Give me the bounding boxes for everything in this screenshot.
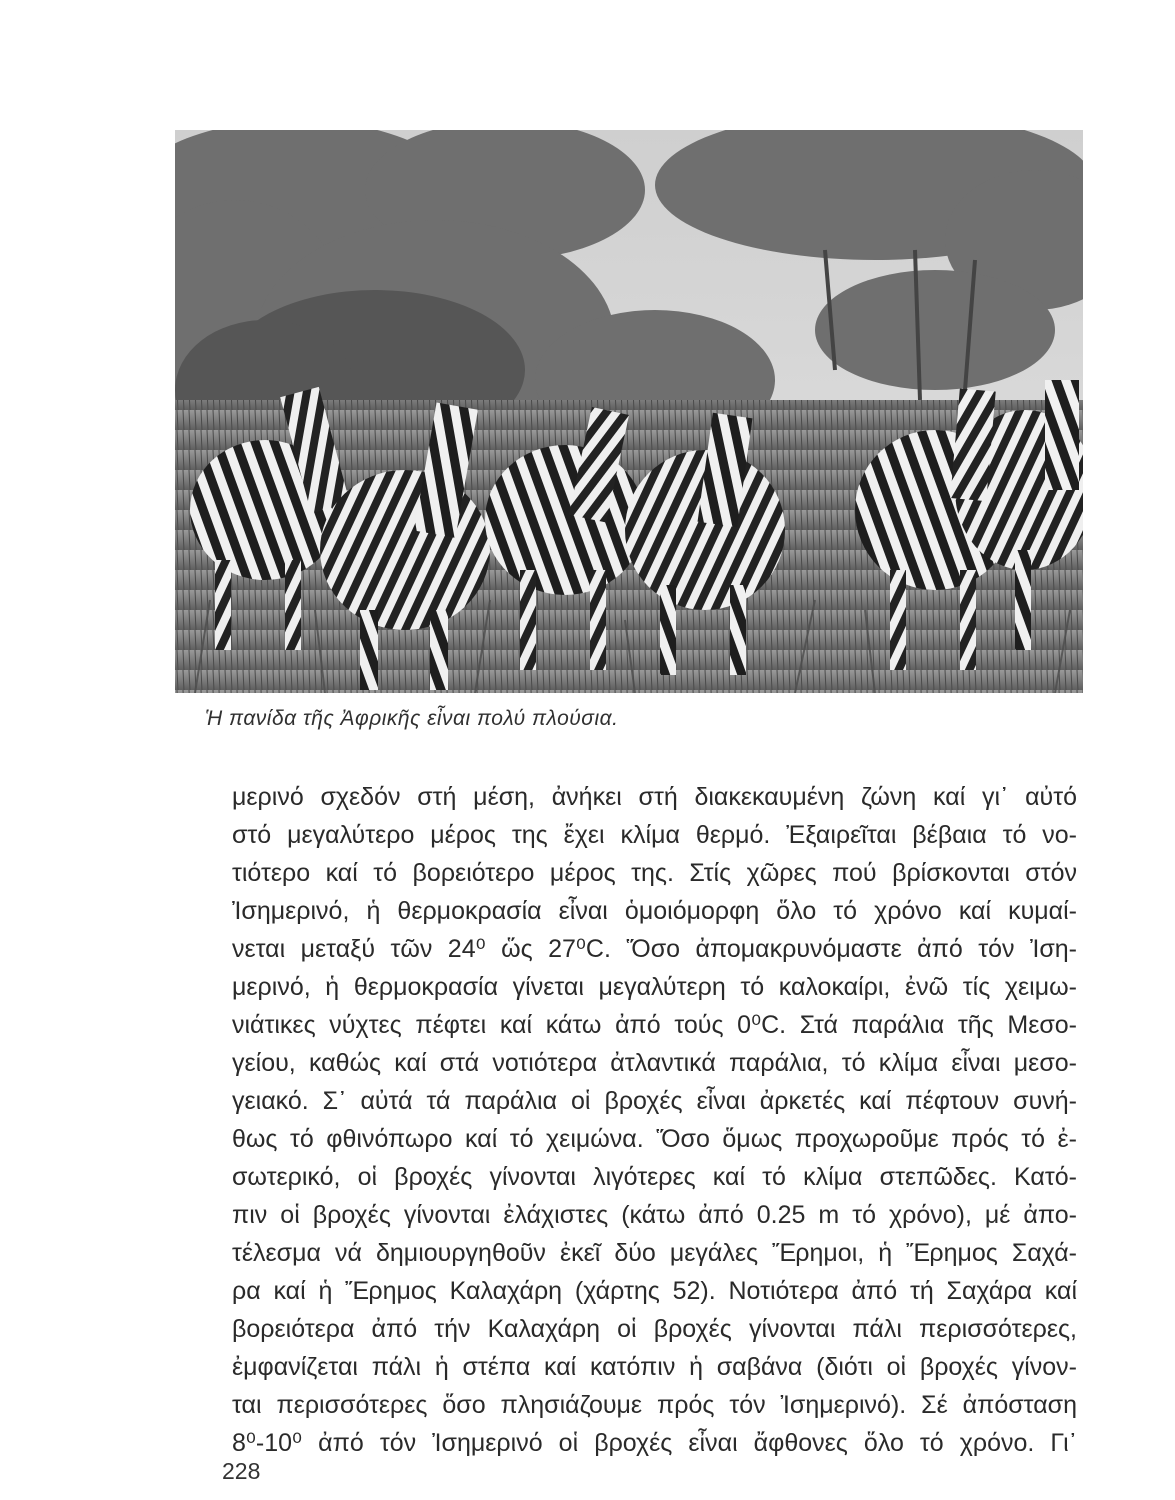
text-line: πιν οἱ βροχές γίνονται ἐλάχιστες (κάτω ἀπό 0.25 m τό χρόνο), μέ ἀπο- bbox=[232, 1201, 1077, 1229]
text-line: γειακό. Σ᾽ αὐτά τά παράλια οἱ βροχές εἶναι ἀρκετές καί πέφτουν συνή- bbox=[232, 1087, 1077, 1115]
text-line: γείου, καθώς καί στά νοτιότερα ἀτλαντικά παράλια, τό κλίμα εἶναι μεσο- bbox=[232, 1049, 1077, 1077]
text-line: μερινό, ἡ θερμοκρασία γίνεται μεγαλύτερη τό καλοκαίρι, ἐνῶ τίς χειμω- bbox=[232, 973, 1077, 1001]
page-number: 228 bbox=[222, 1458, 261, 1484]
photo-caption: Ἡ πανίδα τῆς Ἀφρικῆς εἶναι πολύ πλούσια. bbox=[205, 707, 619, 730]
text-line: μερινό σχεδόν στή μέση, ἀνήκει στή διακεκαυμένη ζώνη καί γι᾽ αὐτό bbox=[232, 783, 1077, 811]
text-line: τέλεσμα νά δημιουργηθοῦν ἐκεῖ δύο μεγάλες Ἔρημοι, ἡ Ἔρημος Σαχά- bbox=[232, 1239, 1077, 1267]
zebra-herd-photo bbox=[175, 130, 1083, 693]
text-line: τιότερο καί τό βορειότερο μέρος της. Στίς χῶρες πού βρίσκονται στόν bbox=[232, 859, 1077, 887]
text-line: νεται μεταξύ τῶν 24⁰ ὥς 27⁰C. Ὅσο ἀπομακρυνόμαστε ἀπό τόν Ἰση- bbox=[232, 935, 1077, 963]
body-paragraph bbox=[232, 778, 1077, 1462]
text-line: στό μεγαλύτερο μέρος της ἔχει κλίμα θερμό. Ἐξαιρεῖται βέβαια τό νο- bbox=[232, 821, 1077, 849]
text-line: 8⁰-10⁰ ἀπό τόν Ἰσημερινό οἱ βροχές εἶναι ἄφθονες ὅλο τό χρόνο. Γι᾽ bbox=[232, 1429, 1077, 1457]
zebra-photo-illustration bbox=[175, 130, 1083, 693]
text-line: βορειότερα ἀπό τήν Καλαχάρη οἱ βροχές γίνονται πάλι περισσότερες, bbox=[232, 1315, 1077, 1343]
text-line: νιάτικες νύχτες πέφτει καί κάτω ἀπό τούς 0⁰C. Στά παράλια τῆς Μεσο- bbox=[232, 1011, 1077, 1039]
text-line: σωτερικό, οἱ βροχές γίνονται λιγότερες καί τό κλίμα στεπῶδες. Κατό- bbox=[232, 1163, 1077, 1191]
text-line: ται περισσότερες ὅσο πλησιάζουμε πρός τόν Ἰσημερινό). Σέ ἀπόσταση bbox=[232, 1391, 1077, 1419]
text-line: ρα καί ἡ Ἔρημος Καλαχάρη (χάρτης 52). Νοτιότερα ἀπό τή Σαχάρα καί bbox=[232, 1277, 1077, 1305]
text-line: θως τό φθινόπωρο καί τό χειμώνα. Ὅσο ὅμως προχωροῦμε πρός τό ἐ- bbox=[232, 1125, 1077, 1153]
text-line: Ἰσημερινό, ἡ θερμοκρασία εἶναι ὁμοιόμορφη ὅλο τό χρόνο καί κυμαί- bbox=[232, 897, 1077, 925]
text-line: ἐμφανίζεται πάλι ἡ στέπα καί κατόπιν ἡ σαβάνα (διότι οἱ βροχές γίνον- bbox=[232, 1353, 1077, 1381]
